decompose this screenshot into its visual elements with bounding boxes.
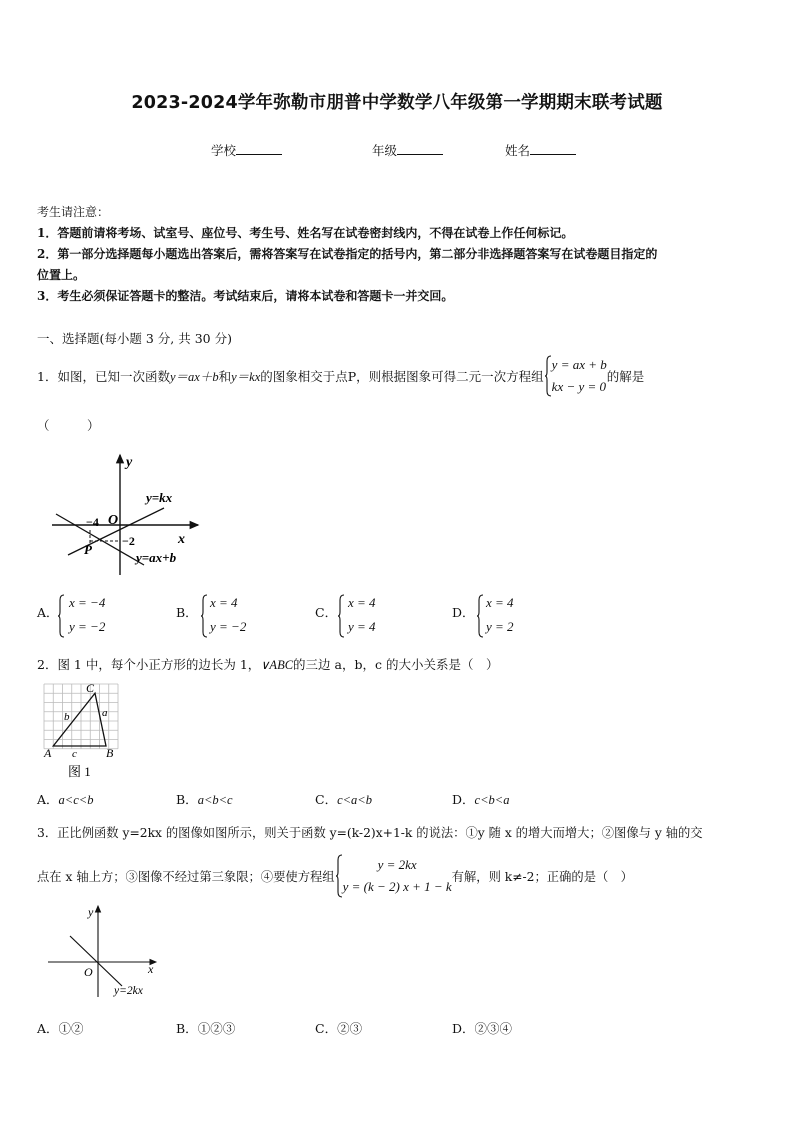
q2-text: 2．图 1 中，每个小正方形的边长为 1，	[37, 657, 261, 672]
x-axis-label: x	[148, 962, 154, 976]
option-text: ①②	[58, 1021, 84, 1036]
school-blank[interactable]	[236, 142, 282, 155]
question-3-line-2	[37, 853, 633, 899]
option-label: A．	[37, 792, 59, 807]
option-eq-1: x = 4	[486, 595, 514, 610]
name-blank[interactable]	[530, 142, 576, 155]
q3-system-eq-2: y = (k − 2) x + 1 − k	[342, 879, 452, 894]
q1-graph	[48, 450, 208, 580]
notice-heading: 考生请注意：	[37, 205, 110, 219]
y-axis-label: y	[88, 905, 94, 919]
grade-field	[372, 141, 443, 159]
q3-option-a[interactable]	[37, 1019, 84, 1037]
notice-item-2-cont: 位置上。	[37, 268, 86, 282]
q3-line-2b: 有解，则 k≠-2；正确的是（ ）	[451, 870, 633, 884]
q1-prefix: 1．如图，已知一次函数	[37, 369, 170, 384]
brace-icon	[544, 355, 552, 397]
option-label: C．	[315, 792, 338, 807]
figure-caption: 图 1	[68, 764, 91, 779]
q1-system-eq-1: y = ax + b	[551, 357, 607, 372]
y-axis-label: y	[126, 455, 133, 470]
q1-option-b[interactable]	[176, 591, 296, 641]
grade-label: 年级	[372, 143, 398, 158]
option-text: a<c<b	[58, 793, 94, 807]
q2-option-b[interactable]	[176, 790, 233, 808]
q3-option-b[interactable]	[176, 1019, 235, 1037]
q3-system-eq-1: y = 2kx	[377, 857, 417, 872]
option-label: B．	[176, 1021, 198, 1036]
q1-option-c[interactable]	[315, 591, 435, 641]
q2-option-a[interactable]	[37, 790, 93, 808]
vertex-b-label: B	[106, 746, 114, 760]
option-text: c<a<b	[337, 793, 372, 807]
option-eq-2: y = −2	[69, 619, 106, 634]
x-axis-label: x	[178, 532, 185, 547]
option-system	[348, 591, 376, 639]
point-p-label: P	[84, 542, 92, 557]
option-text: ②③④	[474, 1021, 513, 1036]
option-eq-1: x = 4	[348, 595, 376, 610]
line-ax-b-label: y=ax+b	[136, 550, 177, 565]
option-system	[69, 591, 105, 639]
tick-minus-2: −2	[122, 534, 135, 548]
q1-option-a[interactable]	[37, 591, 157, 641]
notice-item-3: 3．考生必须保证答题卡的整洁。考试结束后，请将本试卷和答题卡一并交回。	[37, 289, 454, 303]
option-label: A．	[37, 1021, 59, 1036]
option-text: ①②③	[197, 1021, 236, 1036]
question-3-line-1: 3．正比例函数 y=2kx 的图像如图所示，则关于函数 y=(k-2)x+1-k 的说法：①y 随 x 的增大而增大；②图像与 y 轴的交	[37, 826, 703, 840]
side-c-label: c	[72, 748, 77, 760]
q1-system	[552, 354, 607, 398]
q1-system-eq-2: kx − y = 0	[551, 379, 607, 394]
origin-label: O	[108, 513, 119, 528]
option-system	[486, 591, 514, 639]
option-text: a<b<c	[197, 793, 233, 807]
origin-label: O	[84, 965, 93, 979]
option-system	[210, 591, 246, 639]
option-label: D．	[452, 605, 475, 620]
vertex-a-label: A	[44, 746, 52, 760]
brace-icon	[476, 594, 484, 638]
name-label: 姓名	[505, 143, 531, 158]
q3-option-d[interactable]	[452, 1019, 512, 1037]
q3-option-c[interactable]	[315, 1019, 362, 1037]
option-text: c<b<a	[474, 793, 510, 807]
q1-and: 和	[218, 369, 232, 384]
option-text: ②③	[337, 1021, 363, 1036]
option-label: C．	[315, 605, 338, 620]
q3-line-2a: 点在 x 轴上方；③图像不经过第三象限；④要使方程组	[37, 870, 335, 884]
brace-icon	[57, 594, 65, 638]
name-field	[505, 141, 576, 159]
brace-icon	[200, 594, 208, 638]
vertex-c-label: C	[86, 681, 95, 695]
tick-minus-4: −4	[86, 515, 99, 529]
line-label: y=2kx	[114, 985, 143, 997]
q1-suffix: 的解是	[606, 369, 645, 384]
triangle-abc	[53, 693, 106, 746]
q1-func-1: y＝ax＋b	[169, 370, 219, 384]
notice-item-1: 1．答题前请将考场、试室号、座位号、考生号、姓名写在试卷密封线内，不得在试卷上作任何标记。	[37, 226, 574, 240]
page-title: 2023-2024学年弥勒市朋普中学数学八年级第一学期期末联考试题	[131, 93, 663, 113]
q2-triangle: ∨ABC	[260, 658, 294, 672]
option-eq-2: y = 4	[348, 619, 376, 634]
option-label: B．	[176, 605, 198, 620]
question-2-text	[37, 655, 498, 673]
side-a-label: a	[102, 707, 108, 719]
q1-func-2: y＝kx	[231, 370, 261, 384]
school-label: 学校	[211, 143, 237, 158]
q2-text-2: 的三边 a，b，c 的大小关系是（ ）	[293, 657, 499, 672]
question-1-text	[37, 354, 644, 398]
option-label: D．	[452, 1021, 475, 1036]
line-2kx	[70, 936, 122, 986]
option-eq-1: x = −4	[69, 595, 106, 610]
option-eq-2: y = −2	[210, 619, 247, 634]
q3-system	[343, 854, 452, 898]
option-label: D．	[452, 792, 475, 807]
option-label: A．	[37, 605, 59, 620]
section-heading: 一、选择题(每小题 3 分, 共 30 分)	[37, 331, 232, 346]
side-b-label: b	[64, 711, 70, 723]
notice-item-2: 2．第一部分选择题每小题选出答案后，需将答案写在试卷指定的括号内，第二部分非选择题答案写在试卷题目指定的	[37, 247, 658, 261]
option-eq-2: y = 2	[486, 619, 514, 634]
q2-option-d[interactable]	[452, 790, 509, 808]
q3-graph	[44, 902, 164, 1002]
q2-grid-figure	[40, 680, 124, 780]
q1-answer-paren: （ ）	[37, 418, 100, 433]
option-eq-1: x = 4	[210, 595, 238, 610]
q1-option-d[interactable]	[452, 591, 572, 641]
grade-blank[interactable]	[397, 142, 443, 155]
line-kx-label: y=kx	[146, 490, 173, 505]
brace-icon	[337, 594, 345, 638]
brace-icon	[335, 854, 343, 898]
q2-option-c[interactable]	[315, 790, 372, 808]
q1-mid: 的图象相交于点P，则根据图象可得二元一次方程组	[260, 369, 544, 384]
school-field	[211, 141, 282, 159]
option-label: C．	[315, 1021, 338, 1036]
option-label: B．	[176, 792, 198, 807]
